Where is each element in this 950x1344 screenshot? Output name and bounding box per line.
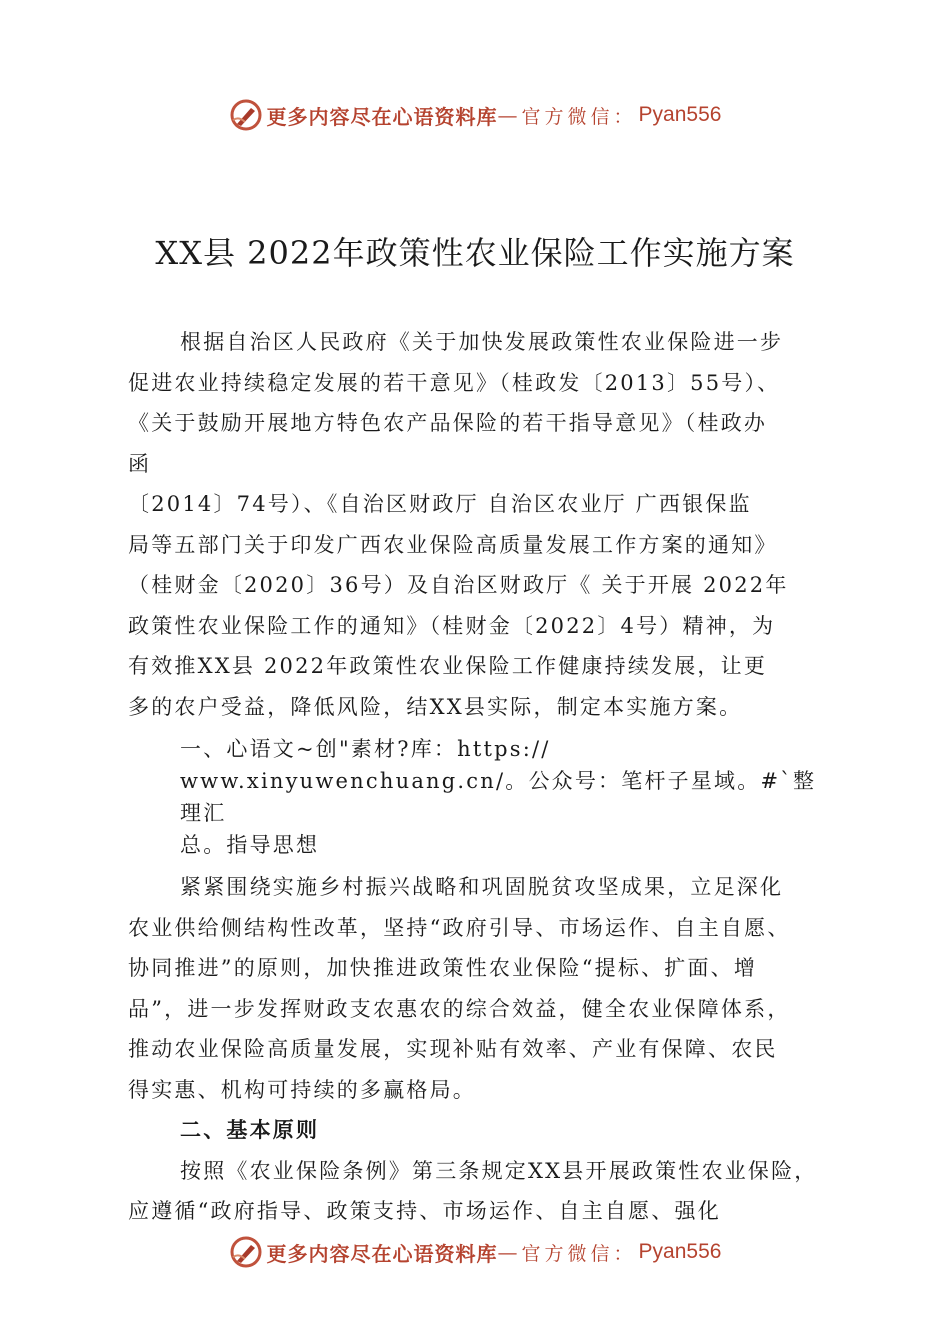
pen-logo-icon [229, 1235, 263, 1269]
text-line: 按照《农业保险条例》第三条规定XX县开展政策性农业保险， [180, 1158, 818, 1183]
text-line: 〔2014〕74号）、《自治区财政厅 自治区农业厅 广西银保监 [128, 492, 752, 516]
text-line: 得实惠、机构可持续的多赢格局。 [128, 1077, 476, 1102]
banner-dash: — [497, 1240, 518, 1264]
text-line: 总。指导思想 [180, 833, 320, 857]
section-heading-1 [128, 733, 834, 861]
wechat-label: 官方微信： [521, 105, 637, 128]
wechat-id: Pyan556 [638, 103, 722, 126]
banner-text: 更多内容尽在心语资料库 [266, 1241, 498, 1266]
wechat-id: Pyan556 [638, 1240, 722, 1263]
text-line: 有效推XX县 2022年政策性农业保险工作健康持续发展，让更 [128, 654, 768, 678]
text-line: 政策性农业保险工作的通知》（桂财金〔2022〕4号）精神，为 [128, 613, 776, 638]
text-line: 紧紧围绕实施乡村振兴战略和巩固脱贫攻坚成果，立足深化 [180, 875, 784, 899]
header-banner [0, 95, 950, 135]
section-heading-2: 二、基本原则 [180, 1118, 320, 1142]
text-line: 品”，进一步发挥财政支农惠农的综合效益，健全农业保障体系， [128, 996, 791, 1021]
text-line: 局等五部门关于印发广西农业保险高质量发展工作方案的通知》 [128, 532, 778, 557]
banner-text: 更多内容尽在心语资料库 [266, 104, 498, 129]
text-line: 根据自治区人民政府《关于加快发展政策性农业保险进一步 [180, 330, 784, 354]
text-line: 多的农户受益，降低风险，结XX县实际，制定本实施方案。 [128, 694, 743, 719]
text-line: 协同推进”的原则，加快推进政策性农业保险“提标、扩面、增 [128, 956, 758, 980]
text-line: 推动农业保险高质量发展，实现补贴有效率、产业有保障、农民 [128, 1037, 778, 1061]
text-line: 应遵循“政府指导、政策支持、市场运作、自主自愿、强化 [128, 1199, 721, 1223]
text-line: www.xinyuwenchuang.cn/。公众号：笔杆子星域。#`整理汇 [180, 769, 817, 825]
text-line: （桂财金〔2020〕36号）及自治区财政厅《 关于开展 2022年 [128, 573, 789, 597]
text-line: 促进农业持续稳定发展的若干意见》（桂政发〔2013〕55号）、 [128, 370, 781, 395]
footer-banner [0, 1232, 950, 1272]
banner-dash: — [497, 103, 518, 127]
pen-logo-icon [229, 98, 263, 132]
wechat-label: 官方微信： [521, 1242, 637, 1265]
text-line: 函 [128, 451, 152, 476]
document-title: XX县 2022年政策性农业保险工作实施方案 [155, 234, 795, 272]
text-line: 一、心语文~创"素材?库：https:// [180, 737, 551, 761]
text-line: 《关于鼓励开展地方特色农产品保险的若干指导意见》（桂政办 [128, 411, 768, 435]
document-body [128, 322, 834, 1232]
text-line: 农业供给侧结构性改革，坚持“政府引导、市场运作、自主自愿、 [128, 915, 791, 940]
